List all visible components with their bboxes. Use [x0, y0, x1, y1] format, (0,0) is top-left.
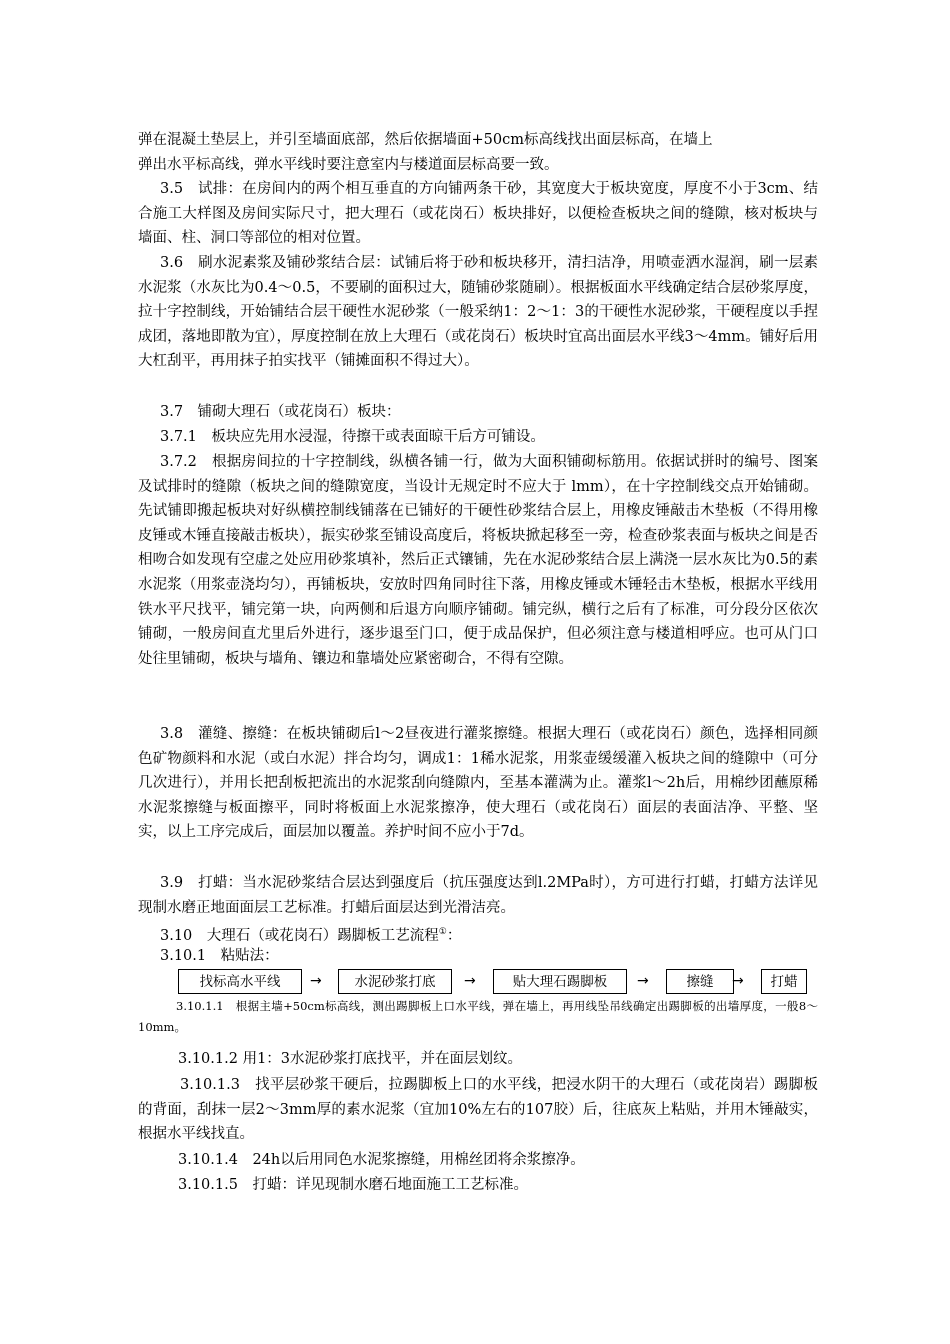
- paragraph-3-10-1: [138, 944, 818, 969]
- flow-step-4: 擦缝: [666, 969, 734, 994]
- paragraph-3-7-2: [138, 450, 818, 671]
- paragraph-3-7-1: [138, 425, 818, 450]
- flow-step-1: 找标高水平线: [178, 969, 302, 994]
- paragraph-text: 3.10.1.1 根据主墙+50cm标高线，测出踢脚板上口水平线，弹在墙上，再用线坠吊线确定出踢脚板的出墙厚度，一般8～10mm。: [138, 999, 818, 1034]
- paragraph-text: 3.7.2 根据房间拉的十字控制线，纵横各铺一行，做为大面积铺砌标筋用。依据试拼时的编号、图案及试排时的缝隙（板块之间的缝隙宽度，当设计无规定时不应大于 lmm），在十字控制线交点开始铺砌。先试铺即搬起板块对好纵横控制线铺落在已铺好的干硬性砂浆结合层上，用橡皮锤敲击木垫板（不得用橡皮锤或木锤直接敲击板块），振实砂浆至铺设高度后，将板块掀起移至一旁，检查砂浆表面与板块之间是否相吻合如发现有空虚之处应用砂浆填补，然后正式镶铺，先在水泥砂浆结合层上满浇一层水灰比为0.5的素水泥浆（用浆壶浇均匀），再铺板块，安放时四角同时往下落，用橡皮锤或木锤轻击木垫板，根据水平线用铁水平尺找平，铺完第一块，向两侧和后退方向顺序铺砌。铺完纵，横行之后有了标准，可分段分区依次铺砌，一般房间直尤里后外进行，逐步退至门口，便于成品保护，但必须注意与楼道相呼应。也可从门口处往里铺砌，板块与墙角、镶边和靠墙处应紧密砌合，不得有空隙。: [138, 454, 818, 667]
- paragraph-3-10-1-2: [138, 1047, 818, 1072]
- paragraph-text: 3.10.1 粘贴法：: [160, 948, 279, 964]
- paragraph-3-8: [138, 722, 818, 845]
- paragraph-3-10-1-1: [138, 996, 818, 1038]
- footnote-marker: ①: [438, 927, 447, 937]
- paragraph-text: 3.10.1.3 找平层砂浆干硬后，拉踢脚板上口的水平线，把浸水阴干的大理石（或花岗岩）踢脚板的背面，刮抹一层2～3mm厚的素水泥浆（宜加10%左右的107胶）后，往底灰上粘贴，并用木锤敲实，根据水平线找直。: [138, 1077, 818, 1143]
- flow-arrow-icon: →: [310, 973, 322, 989]
- text-line: 弹在混凝土垫层上，并引至墙面底部，然后依据墙面+50cm标高线找出面层标高，在墙上: [138, 132, 713, 148]
- paragraph-3-6: [138, 251, 818, 374]
- paragraph-3-9: [138, 871, 818, 920]
- flow-step-3: 贴大理石踢脚板: [493, 969, 627, 994]
- paragraph-3-10-1-5: [138, 1173, 818, 1198]
- process-flowchart: [178, 969, 818, 996]
- paragraph-text: 3.8 灌缝、擦缝：在板块铺砌后l～2昼夜进行灌浆擦缝。根据大理石（或花岗石）颜色，选择相同颜色矿物颜料和水泥（或白水泥）拌合均匀，调成1：1稀水泥浆，用浆壶缓缓灌入板块之间的缝隙中（可分几次进行），并用长把刮板把流出的水泥浆刮向缝隙内，至基本灌满为止。灌浆l～2h后，用棉纱团蘸原稀水泥浆擦缝与板面擦平，同时将板面上水泥浆擦净，使大理石（或花岗石）面层的表面洁净、平整、坚实，以上工序完成后，面层加以覆盖。养护时间不应小于7d。: [138, 726, 818, 841]
- text-line: 弹出水平标高线，弹水平线时要注意室内与楼道面层标高要一致。: [138, 156, 559, 173]
- paragraph-text: 3.10.1.5 打蜡：详见现制水磨石地面施工工艺标准。: [178, 1177, 528, 1193]
- paragraph-3-10-1-3: [138, 1073, 818, 1147]
- paragraph-3-7: [138, 400, 818, 425]
- paragraph-text: 3.6 刷水泥素浆及铺砂浆结合层：试铺后将于砂和板块移开，清扫洁净，用喷壶洒水湿润，刷一层素水泥浆（水灰比为0.4～0.5，不要刷的面积过大，随铺砂浆随刷）。根据板面水平线确定结合层砂浆厚度，拉十字控制线，开始铺结合层干硬性水泥砂浆（一般采纳1：2～1：3的干硬性水泥砂浆，干硬程度以手捏成团，落地即散为宜），厚度控制在放上大理石（或花岗石）板块时宜高出面层水平线3～4mm。铺好后用大杠刮平，再用抹子拍实找平（铺摊面积不得过大）。: [138, 255, 818, 370]
- paragraph-3-5: [138, 177, 818, 251]
- paragraph-3-4-tail: [138, 128, 818, 177]
- flow-arrow-icon: →: [637, 973, 649, 989]
- paragraph-text: 3.7.1 板块应先用水浸湿，待擦干或表面晾干后方可铺设。: [160, 429, 545, 445]
- paragraph-text: 3.10.1.4 24h以后用同色水泥浆擦缝，用棉丝团将余浆擦净。: [178, 1152, 585, 1168]
- flow-arrow-icon: →: [732, 973, 744, 989]
- paragraph-text: 3.9 打蜡：当水泥砂浆结合层达到强度后（抗压强度达到l.2MPa时），方可进行打蜡，打蜡方法详见现制水磨正地面面层工艺标准。打蜡后面层达到光滑洁亮。: [138, 875, 818, 916]
- flow-step-2: 水泥砂浆打底: [338, 969, 452, 994]
- paragraph-text: 3.5 试排：在房间内的两个相互垂直的方向铺两条干砂，其宽度大于板块宽度，厚度不小于3cm、结合施工大样图及房间实际尺寸，把大理石（或花岗石）板块排好，以便检查板块之间的缝隙，核对板块与墙面、柱、洞口等部位的相对位置。: [138, 181, 818, 247]
- heading-text: 3.10 大理石（或花岗石）踢脚板工艺流程: [160, 927, 439, 944]
- flow-arrow-icon: →: [464, 973, 476, 989]
- flow-step-5: 打蜡: [761, 969, 807, 994]
- paragraph-text: 3.10.1.2 用1：3水泥砂浆打底找平，并在面层划纹。: [178, 1051, 523, 1067]
- paragraph-text: 3.7 铺砌大理石（或花岗石）板块：: [160, 404, 401, 420]
- heading-colon: ：: [446, 927, 462, 944]
- paragraph-3-10-1-4: [138, 1148, 818, 1173]
